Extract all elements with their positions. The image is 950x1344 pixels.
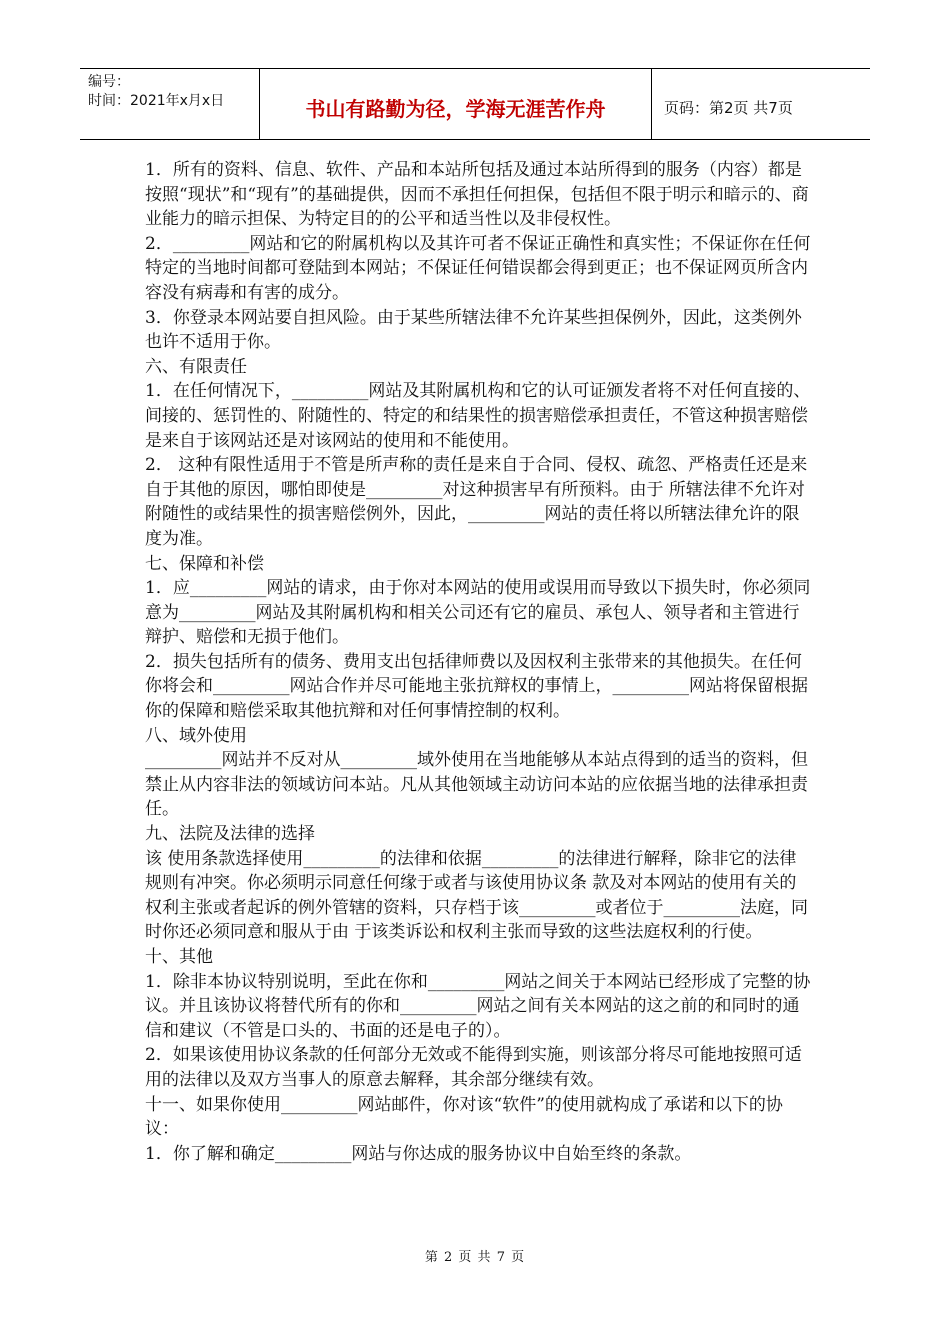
paragraph: 2． 这种有限性适用于不管是所声称的责任是来自于合同、侵权、疏忽、严格责任还是来自于其他的原因，哪怕即使是_________对这种损害早有所预料。由于 所辖法律不允许对附随性的或结果性的损害赔偿例外，因此，_________网站的责任将以所辖法律允许的限度为准。 [145,455,808,549]
paragraph: 2．如果该使用协议条款的任何部分无效或不能得到实施，则该部分将尽可能地按照可适用的法律以及双方当事人的原意去解释，其余部分继续有效。 [145,1045,802,1090]
paragraph: _________网站并不反对从_________域外使用在当地能够从本站点得到的适当的资料，但禁止从内容非法的领域访问本站。凡从其他领域主动访问本站的应依据当地的法律承担责任。 [145,750,808,820]
paragraph: 3．你登录本网站要自担风险。由于某些所辖法律不允许某些担保例外，因此，这类例外也许不适用于你。 [145,307,802,353]
document-body [145,158,811,1166]
header-motto: 书山有路勤为径，学海无涯苦作舟 [260,69,652,139]
document-number: 编号： [88,74,130,90]
paragraph: 2．损失包括所有的债务、费用支出包括律师费以及因权利主张带来的其他损失。在任何你将会和_________网站合作并尽可能地主张抗辩权的事情上，_________网站将保留根据你的保障和赔偿采取其他抗辩和对任何事情控制的权利。 [145,651,808,722]
section-heading: 十、其他 [145,947,213,967]
page-footer: 第 2 页 共 7 页 [424,1250,526,1265]
paragraph: 1．你了解和确定_________网站与你达成的服务协议中自始至终的条款。 [145,1143,692,1164]
page-header [80,68,870,140]
section-heading: 六、有限责任 [145,356,247,377]
section-heading: 十一、如果你使用_________网站邮件，你对该“软件”的使用就构成了承诺和以下的协议： [145,1094,783,1140]
header-page-info: 页码：第2页 共7页 [664,98,793,117]
paragraph: 2．_________网站和它的附属机构以及其许可者不保证正确性和真实性；不保证你在任何特定的当地时间都可登陆到本网站；不保证任何错误都会得到更正；也不保证网页所含内容没有病毒和有害的成分。 [145,233,811,303]
paragraph: 该 使用条款选择使用_________的法律和依据_________的法律进行解释，除非它的法律规则有冲突。你必须明示同意任何缘于或者与该使用协议条 款及对本网站的使用有关的权利主张或者起诉的例外管辖的资料，只存档于该_________或者位于_________法庭，同时你还必须同意和服从于由 于该类诉讼和权利主张而导致的这些法庭权利的行使。 [145,848,808,943]
paragraph: 1．所有的资料、信息、软件、产品和本站所包括及通过本站所得到的服务（内容）都是按照“现状”和“现有”的基础提供，因而不承担任何担保，包括但不限于明示和暗示的、商业能力的暗示担保、为特定目的的公平和适当性以及非侵权性。 [145,160,809,230]
paragraph: 1．除非本协议特别说明，至此在你和_________网站之间关于本网站已经形成了完整的协议。并且该协议将替代所有的你和_________网站之间有关本网站的这之前的和同时的通信和建议（不管是口头的、书面的还是电子的）。 [145,971,811,1041]
document-date: 时间：2021年x月x日 [88,93,225,109]
paragraph: 1．在任何情况下，_________网站及其附属机构和它的认可证颁发者将不对任何直接的、间接的、惩罚性的、附随性的、特定的和结果性的损害赔偿承担责任，不管这种损害赔偿是来自于该网站还是对该网站的使用和不能使用。 [145,381,811,451]
header-meta [80,69,260,139]
section-heading: 九、法院及法律的选择 [145,824,315,845]
section-heading: 七、保障和补偿 [145,553,264,574]
section-heading: 八、域外使用 [145,725,247,746]
paragraph: 1．应_________网站的请求，由于你对本网站的使用或误用而导致以下损失时，你必须同意为_________网站及其附属机构和相关公司还有它的雇员、承包人、领导者和主管进行辩护、赔偿和无损于他们。 [145,578,811,648]
